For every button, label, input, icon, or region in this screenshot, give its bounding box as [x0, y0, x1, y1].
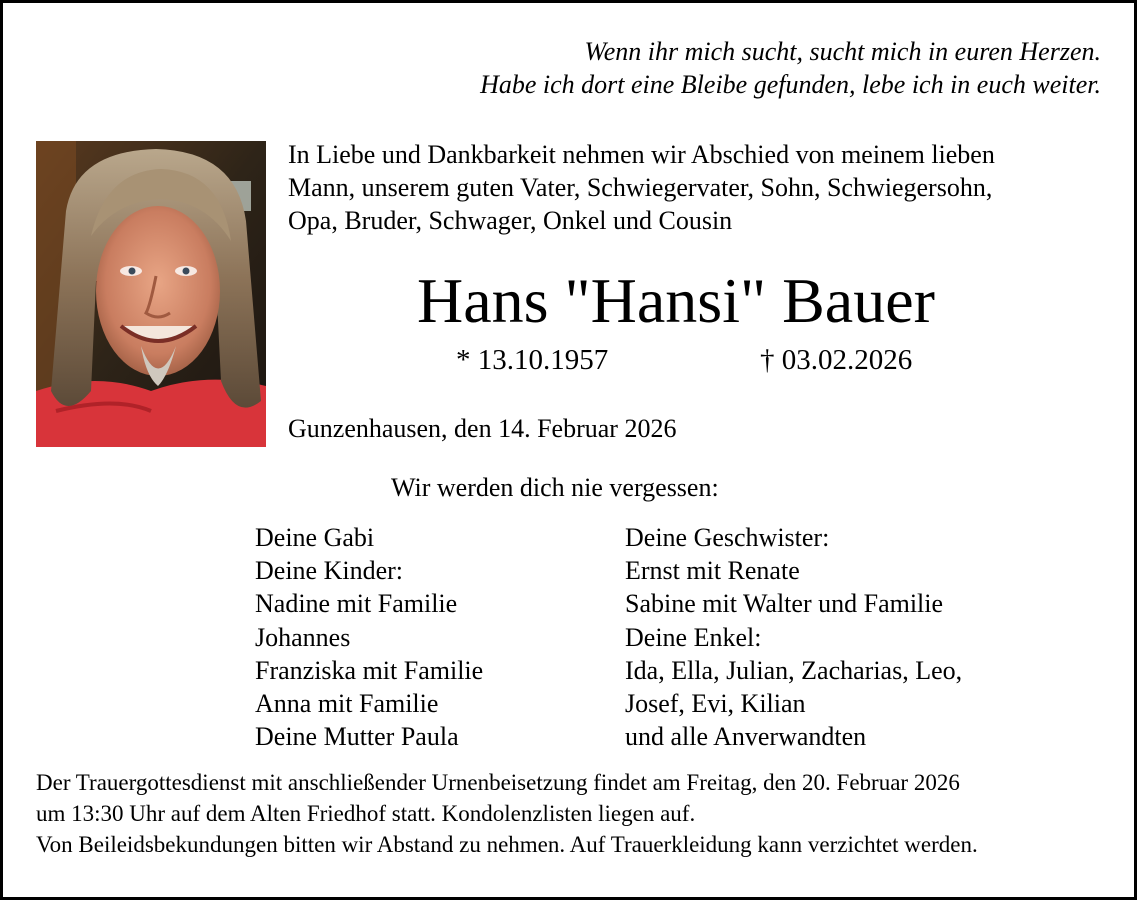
footer-line-3: Von Beileidsbekundungen bitten wir Abstand zu nehmen. Auf Trauerkleidung kann verzichtet werden. — [36, 832, 978, 857]
mourner-entry: Deine Enkel: — [625, 622, 762, 652]
mourner-entry: Ida, Ella, Julian, Zacharias, Leo, — [625, 655, 963, 685]
place-date: Gunzenhausen, den 14. Februar 2026 — [288, 414, 677, 443]
footer-line-1: Der Trauergottesdienst mit anschließender Urnenbeisetzung findet am Freitag, den 20. Februar 2026 — [36, 770, 960, 795]
motto-line-1: Wenn ihr mich sucht, sucht mich in euren Herzen. — [584, 37, 1101, 66]
mourners-right-column — [625, 521, 962, 753]
mourner-entry: Deine Kinder: — [255, 556, 404, 586]
mourner-entry: Franziska mit Familie — [255, 655, 484, 685]
mourner-entry: Anna mit Familie — [255, 689, 439, 719]
mourner-entry: Ernst mit Renate — [625, 556, 800, 586]
mourner-entry: und alle Anverwandten — [625, 722, 867, 752]
footer-line-2: um 13:30 Uhr auf dem Alten Friedhof statt. Kondolenzlisten liegen auf. — [36, 801, 696, 826]
mourner-entry: Deine Gabi — [255, 523, 375, 552]
mourner-entry: Nadine mit Familie — [255, 589, 458, 619]
intro-line-1: In Liebe und Dankbarkeit nehmen wir Abschied von meinem lieben — [288, 140, 995, 169]
birth-date: * 13.10.1957 — [456, 344, 609, 376]
mourner-entry: Deine Geschwister: — [625, 523, 830, 552]
death-date: † 03.02.2026 — [760, 344, 913, 376]
deceased-name: Hans "Hansi" Bauer — [417, 265, 935, 336]
intro-line-2: Mann, unserem guten Vater, Schwiegervater, Sohn, Schwiegersohn, — [288, 173, 993, 202]
mourners-left-column — [255, 521, 483, 753]
mourner-entry: Deine Mutter Paula — [255, 722, 459, 752]
intro-line-3: Opa, Bruder, Schwager, Onkel und Cousin — [288, 206, 733, 235]
mourner-entry: Josef, Evi, Kilian — [625, 689, 806, 719]
portrait-photo — [36, 141, 266, 447]
mourner-entry: Johannes — [255, 622, 351, 652]
motto-line-2: Habe ich dort eine Bleibe gefunden, lebe ich in euch weiter. — [480, 70, 1101, 99]
mourner-entry: Sabine mit Walter und Familie — [625, 589, 944, 619]
farewell-line: Wir werden dich nie vergessen: — [391, 473, 719, 502]
